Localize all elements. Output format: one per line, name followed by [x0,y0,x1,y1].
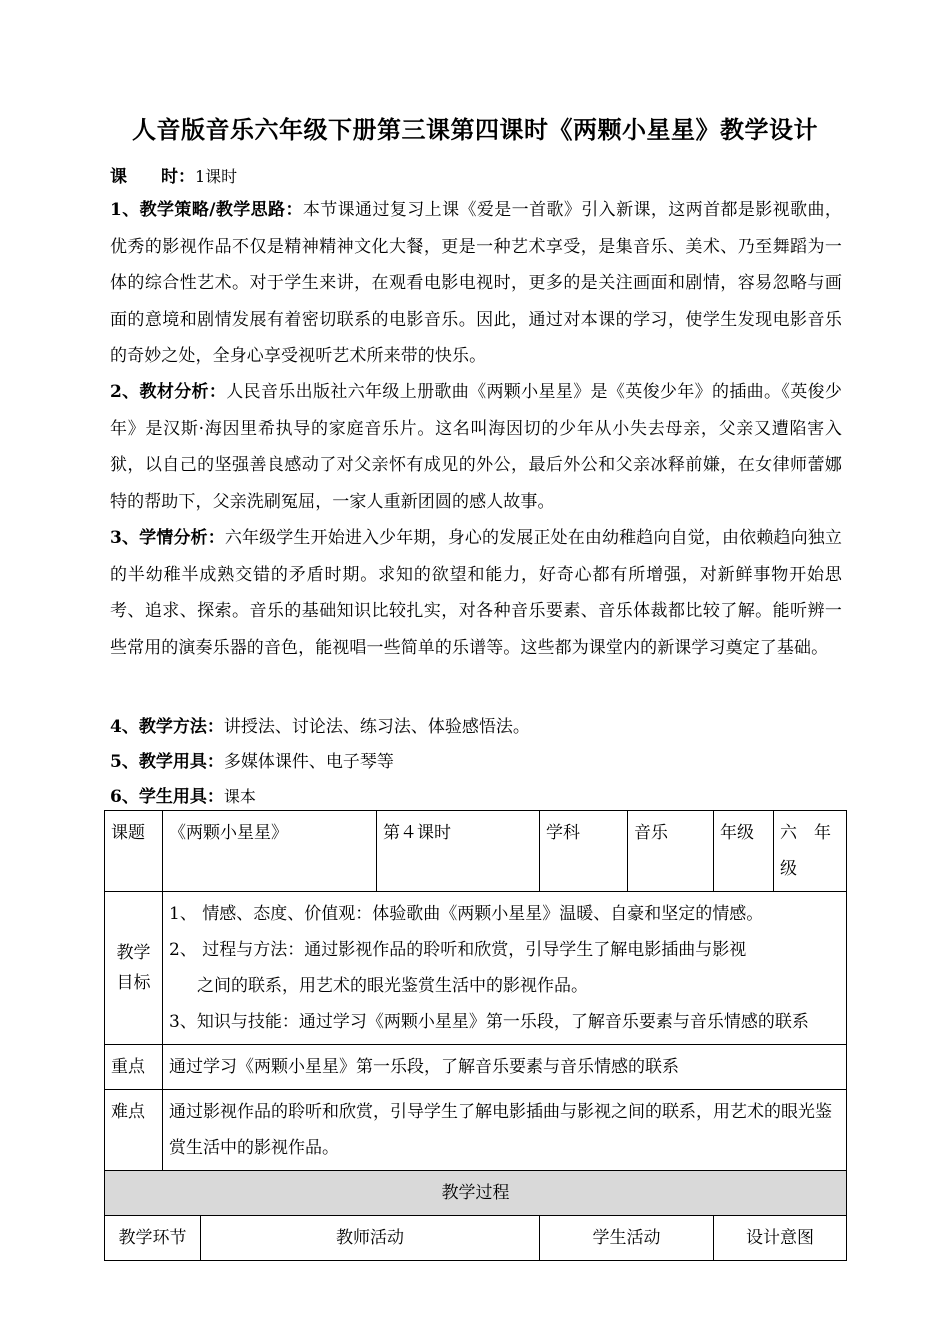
goals-row [105,892,847,1045]
subject-label: 学科 [540,811,628,892]
grade-label: 年级 [714,811,774,892]
section-student-tools [110,782,256,807]
difficulty-text: 通过影视作品的聆听和欣赏，引导学生了解电影插曲与影视之间的联系，用艺术的眼光鉴赏生活中的影视作品。 [163,1090,847,1171]
key-point-row [105,1045,847,1090]
lesson-plan-table [104,810,847,1261]
section-teaching-tools [110,747,394,772]
page-title: 人音版音乐六年级下册第三课第四课时《两颗小星星》教学设计 [132,115,818,144]
section-student-analysis [110,520,842,666]
difficulty-row [105,1090,847,1171]
key-point-label: 重点 [105,1045,163,1090]
section-heading: 1、教学策略/教学思路： [110,200,303,220]
column-teaching-stage: 教学环节 [105,1216,201,1261]
section-heading: 4、教学方法： [110,717,224,737]
key-point-text: 通过学习《两颗小星星》第一乐段，了解音乐要素与音乐情感的联系 [163,1045,847,1090]
section-text: 本节课通过复习上课《爱是一首歌》引入新课，这两首都是影视歌曲，优秀的影视作品不仅是精神精神文化大餐，更是一种艺术享受，是集音乐、美术、乃至舞蹈为一体的综合性艺术。对于学生来讲，在观看电影电视时，更多的是关注画面和剧情，容易忽略与画面的意境和剧情发展有着密切联系的电影音乐。因此，通过对本课的学习，使学生发现电影音乐的奇妙之处，全身心享受视听艺术所来带的快乐。 [110,200,842,366]
class-hours-label: 课 时： [110,167,195,187]
process-columns-row [105,1216,847,1261]
course-row [105,811,847,892]
section-teaching-strategy [110,192,842,375]
goal-item: 1、 情感、态度、价值观：体验歌曲《两颗小星星》温暖、自豪和坚定的情感。 [169,904,764,924]
goals-content [163,892,847,1045]
subject-value: 音乐 [628,811,714,892]
section-text: 六年级学生开始进入少年期，身心的发展正处在由幼稚趋向自觉，由依赖趋向独立的半幼稚半成熟交错的矛盾时期。求知的欲望和能力，好奇心都有所增强，对新鲜事物开始思考、追求、探索。音乐的基础知识比较扎实，对各种音乐要素、音乐体裁都比较了解。能听辨一些常用的演奏乐器的音色，能视唱一些简单的乐谱等。这些都为课堂内的新课学习奠定了基础。 [110,528,842,658]
course-label: 课题 [105,811,163,892]
process-header-row [105,1171,847,1216]
column-teacher-activity: 教师活动 [201,1216,540,1261]
section-heading: 5、教学用具： [110,752,224,772]
section-text: 人民音乐出版社六年级上册歌曲《两颗小星星》是《英俊少年》的插曲。《英俊少年》是汉斯·海因里希执导的家庭音乐片。这名叫海因切的少年从小失去母亲，父亲又遭陷害入狱，以自己的坚强善良感动了对父亲怀有成见的外公，最后外公和父亲冰释前嫌，在女律师蕾娜特的帮助下，父亲洗刷冤屈，一家人重新团圆的感人故事。 [110,382,842,512]
goal-item: 之间的联系，用艺术的眼光鉴赏生活中的影视作品。 [197,976,588,996]
grade-value: 六 年级 [774,811,847,892]
section-teaching-methods [110,712,530,737]
section-text: 多媒体课件、电子琴等 [223,752,394,772]
class-hours-value: 1课时 [195,167,238,186]
section-text: 讲授法、讨论法、练习法、体验感悟法。 [223,717,530,737]
goal-item: 3、知识与技能：通过学习《两颗小星星》第一乐段，了解音乐要素与音乐情感的联系 [169,1012,809,1032]
lesson-number: 第４课时 [377,811,540,892]
difficulty-label: 难点 [105,1090,163,1171]
class-hours [110,162,237,187]
goal-item: 2、 过程与方法：通过影视作品的聆听和欣赏，引导学生了解电影插曲与影视 [169,940,747,960]
section-heading: 6、学生用具： [110,787,224,807]
goals-label: 教学目标 [105,892,163,1045]
section-heading: 3、学情分析： [110,528,225,548]
section-text: 课本 [223,787,256,806]
column-design-intent: 设计意图 [714,1216,847,1261]
course-value: 《两颗小星星》 [163,811,377,892]
section-material-analysis [110,374,842,520]
column-student-activity: 学生活动 [540,1216,714,1261]
process-header: 教学过程 [105,1171,847,1216]
section-heading: 2、教材分析： [110,382,227,402]
